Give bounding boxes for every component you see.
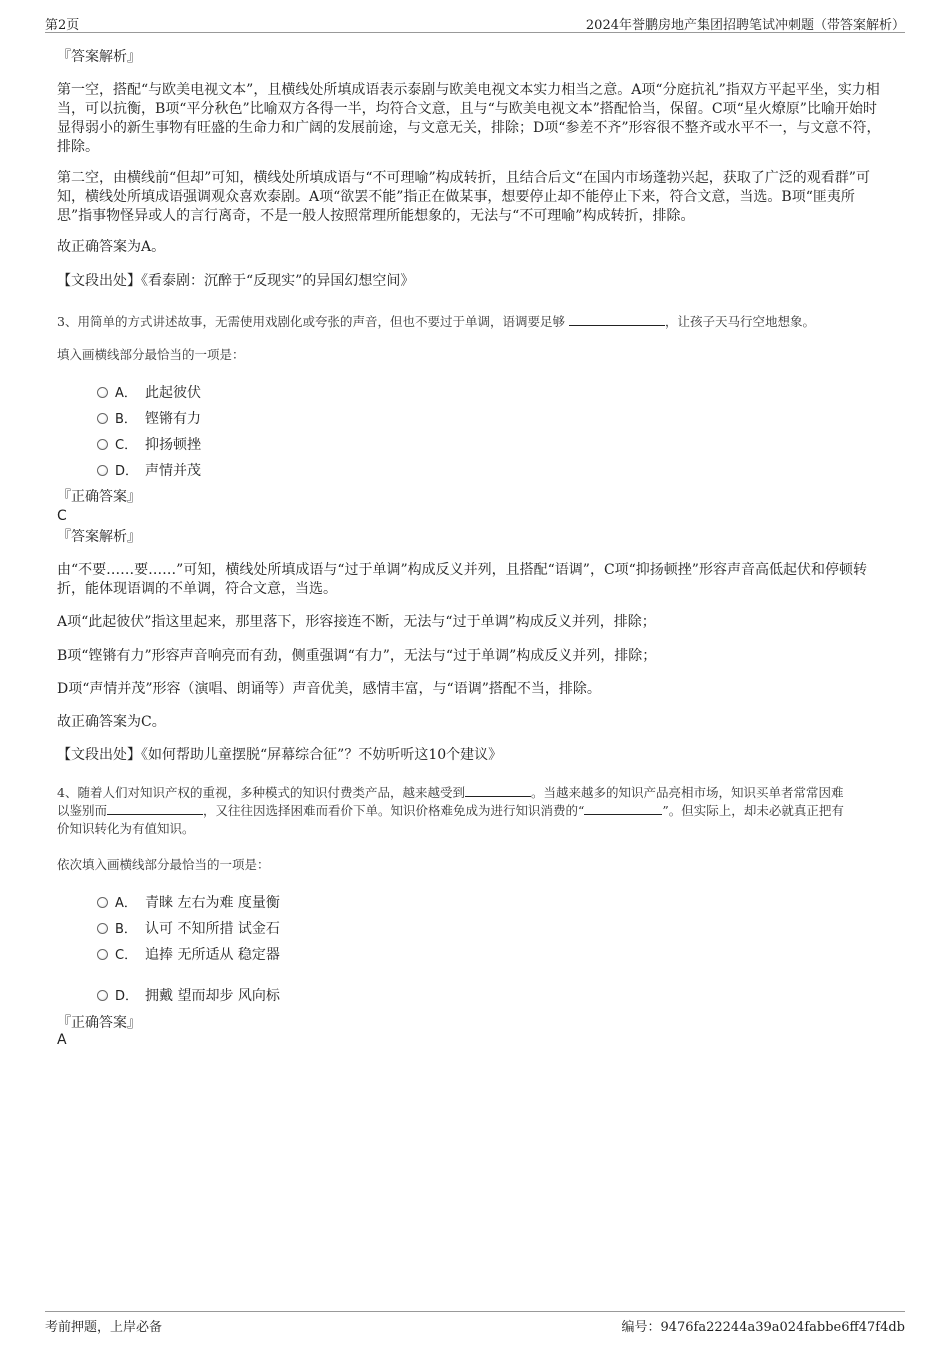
q4-stem (57, 784, 887, 838)
answer-blank (569, 313, 665, 326)
page-header (45, 10, 905, 33)
radio-icon[interactable] (97, 439, 108, 450)
q4-stem-part4: ，又往往因选择困难而看价下单。知识价格难免成为进行知识消费的“ (203, 803, 585, 818)
q2-analysis-para1: 第一空，搭配“与欧美电视文本”，且横线处所填成语表示泰剧与欧美电视文本实力相当之意。A项“分庭抗礼”指双方平起平坐，实力相当，可以抗衡，B项“平分秋色”比喻双方各得一半，均符合文意，且与“与欧美电视文本”搭配恰当，保留。C项“星火燎原”比喻开始时显得弱小的新生事物有旺盛的生命力和广阔的发展前途，与文意无关，排除；D项“参差不齐”形容很不整齐或水平不一，与文意不符，排除。 (57, 82, 881, 155)
q2-conclusion: 故正确答案为A。 (57, 239, 166, 255)
q3-analysis-label: 『答案解析』 (57, 529, 141, 545)
option-text: 抑扬顿挫 (145, 437, 201, 453)
radio-icon[interactable] (97, 949, 108, 960)
q3-correct-label: 『正确答案』 (57, 489, 141, 505)
radio-icon[interactable] (97, 413, 108, 424)
option-letter: B． (115, 922, 137, 937)
answer-blank (107, 802, 203, 815)
q4-option-b[interactable] (97, 918, 280, 938)
q2-analysis-label: 『答案解析』 (57, 49, 141, 65)
footer-slogan: 考前押题，上岸必备 (45, 1320, 163, 1335)
q3-source: 【文段出处】《如何帮助儿童摆脱“屏幕综合征”？不妨听听这10个建议》 (57, 747, 503, 763)
option-letter: D． (115, 464, 139, 479)
option-letter: A． (115, 386, 137, 401)
document-id: 编号：9476fa22244a39a024fabbe6ff47f4db (621, 1320, 905, 1335)
option-letter: C． (115, 438, 138, 453)
option-text: 认可 不知所措 试金石 (145, 921, 280, 937)
q2-analysis-para2: 第二空，由横线前“但却”可知，横线处所填成语与“不可理喻”构成转折，且结合后文“在国内市场蓬勃兴起，获取了广泛的观看群”可知，横线处所填成语强调观众喜欢泰剧。A项“欲罢不能”指正在做某事，想要停止却不能停止下来，符合文意，当选。B项“匪夷所思”指事物怪异或人的言行离奇，不是一般人按照常理所能想象的，无法与“不可理喻”构成转折，排除。 (57, 170, 870, 224)
q4-option-c[interactable] (97, 944, 280, 964)
q4-stem-part6: 价知识转化为有值知识。 (57, 821, 195, 836)
option-text: 此起彼伏 (145, 385, 201, 401)
q4-stem-part3: 以鉴别而 (57, 803, 108, 818)
q3-option-b[interactable] (97, 408, 201, 428)
q4-correct-answer: A (57, 1032, 67, 1048)
q3-stem (57, 313, 887, 331)
radio-icon[interactable] (97, 387, 108, 398)
q3-option-c[interactable] (97, 434, 201, 454)
option-letter: D． (115, 989, 139, 1004)
q4-stem-part1: 4、随着人们对知识产权的重视，多种模式的知识付费类产品，越来越受到 (57, 785, 465, 800)
q4-correct-label: 『正确答案』 (57, 1015, 141, 1031)
q3-conclusion: 故正确答案为C。 (57, 714, 166, 730)
q3-analysis-para2: A项“此起彼伏”指这里起来，那里落下，形容接连不断，无法与“过于单调”构成反义并列，排除； (57, 614, 656, 630)
option-text: 铿锵有力 (145, 411, 201, 427)
radio-icon[interactable] (97, 990, 108, 1001)
option-text: 声情并茂 (145, 463, 201, 479)
answer-blank (465, 784, 531, 797)
page-number: 第2页 (45, 18, 80, 33)
q4-stem-part5: ”。但实际上，却未必就真正把有 (662, 803, 844, 818)
q3-stem-after: ，让孩子天马行空地想象。 (664, 314, 815, 329)
q3-option-d[interactable] (97, 460, 201, 480)
q4-prompt: 依次填入画横线部分最恰当的一项是： (57, 857, 270, 872)
q3-option-a[interactable] (97, 382, 201, 402)
option-text: 追捧 无所适从 稳定器 (145, 947, 280, 963)
option-letter: A． (115, 896, 137, 911)
q2-source: 【文段出处】《看泰剧：沉醉于“反现实”的异国幻想空间》 (57, 273, 415, 289)
q3-analysis-para3: B项“铿锵有力”形容声音响亮而有劲，侧重强调“有力”，无法与“过于单调”构成反义并列，排除； (57, 648, 657, 664)
radio-icon[interactable] (97, 465, 108, 476)
option-text: 拥戴 望而却步 风向标 (145, 988, 280, 1004)
option-text: 青睐 左右为难 度量衡 (145, 895, 280, 911)
radio-icon[interactable] (97, 897, 108, 908)
q3-analysis-para4: D项“声情并茂”形容（演唱、朗诵等）声音优美，感情丰富，与“语调”搭配不当，排除。 (57, 681, 601, 697)
q3-analysis-para1: 由“不要……要……”可知，横线处所填成语与“过于单调”构成反义并列，且搭配“语调”，C项“抑扬顿挫”形容声音高低起伏和停顿转折，能体现语调的不单调，符合文意，当选。 (57, 562, 867, 597)
q3-prompt: 填入画横线部分最恰当的一项是： (57, 347, 245, 362)
option-letter: B． (115, 412, 137, 427)
page-footer (45, 1311, 905, 1336)
q4-option-a[interactable] (97, 892, 280, 912)
option-letter: C． (115, 948, 138, 963)
q3-stem-before: 3、用简单的方式讲述故事，无需使用戏剧化或夸张的声音，但也不要过于单调，语调要足够 (57, 314, 565, 329)
radio-icon[interactable] (97, 923, 108, 934)
q3-correct-answer: C (57, 508, 67, 524)
document-title: 2024年誉鹏房地产集团招聘笔试冲刺题（带答案解析） (585, 18, 905, 33)
q4-stem-part2: 。当越来越多的知识产品亮相市场，知识买单者常常因难 (530, 785, 844, 800)
q4-option-d[interactable] (97, 985, 280, 1005)
answer-blank (584, 802, 662, 815)
